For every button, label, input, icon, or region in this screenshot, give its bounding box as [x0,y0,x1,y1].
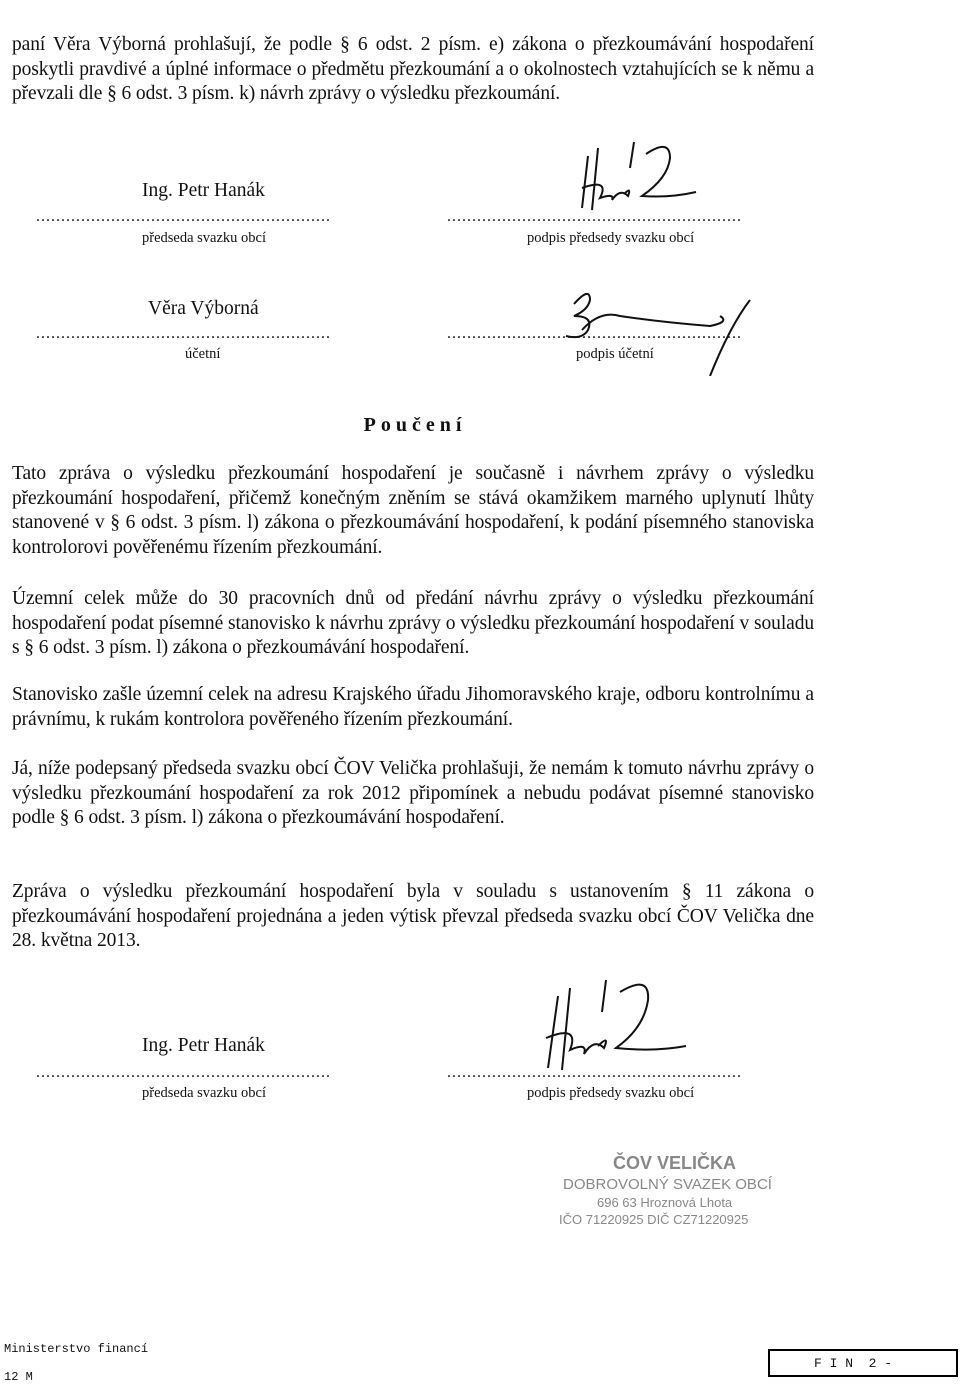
intro-paragraph: paní Věra Výborná prohlašují, že podle § 6 odst. 2 písm. e) zákona o přezkoumávání hospodaření poskytli pravdivé a úplné informace o předmětu přezkoumání a o okolnostech vztahujících se k němu a převzali dle § 6 odst. 3 písm. k) návrh zprávy o výsledku přezkoumání. [12,34,814,104]
stamp-line-ids: IČO 71220925 DIČ CZ71220925 [559,1212,749,1227]
dotted-line: ........................................................... [447,1064,742,1081]
chairman-signature-final [536,976,696,1076]
stamp-line-name: ČOV VELIČKA [613,1153,737,1173]
accountant-signature [560,286,770,376]
accountant-signature-caption: podpis účetní [576,346,654,362]
paragraph-handover: Zpráva o výsledku přezkoumání hospodaření byla v souladu s ustanovením § 11 zákona o přezkoumávání hospodaření projednána a jeden výtisk převzal předseda svazku obcí ČOV Velička dne 28. května 2013. [12,881,814,951]
footer-code: 12 M [4,1370,33,1384]
chairman-signature-caption-final: podpis předsedy svazku obcí [527,1085,695,1101]
chairman-name: Ing. Petr Hanák [142,180,265,201]
dotted-line: ........................................................... [36,1064,331,1081]
paragraph-deadline: Územní celek může do 30 pracovních dnů od předání návrhu zprávy o výsledku přezkoumání hospodaření podat písemné stanovisko k návrhu zprávy o výsledku přezkoumání hospodaření v souladu s § 6 odst. 3 písm. l) zákona o přezkoumávání hospodaření. [12,588,814,658]
chairman-signature [570,138,710,218]
chairman-role-final: předseda svazku obcí [142,1085,267,1101]
chairman-role: předseda svazku obcí [142,230,267,246]
paragraph-declaration: Já, níže podepsaný předseda svazku obcí ČOV Velička prohlašuji, že nemám k tomuto návrhu zprávy o výsledku přezkoumání hospodaření za rok 2012 připomínek a nebudu podávat písemné stanovisko podle § 6 odst. 3 písm. l) zákona o přezkoumávání hospodaření. [12,758,814,828]
accountant-name: Věra Výborná [148,298,259,319]
footer-ministry: Ministerstvo financí [4,1342,149,1356]
section-title: Poučení [363,414,467,436]
dotted-line: ........................................................... [36,325,331,342]
dotted-line: ........................................................... [36,208,331,225]
accountant-role: účetní [185,346,221,362]
dotted-line: ........................................................... [447,208,742,225]
paragraph-address: Stanovisko zašle územní celek na adresu Krajského úřadu Jihomoravského kraje, odboru kontrolnímu a právnímu, k rukám kontrolora pověřeného řízením přezkoumání. [12,684,814,730]
chairman-name-final: Ing. Petr Hanák [142,1035,265,1056]
stamp-line-address: 696 63 Hroznová Lhota [597,1195,733,1210]
footer-form-box [768,1349,958,1377]
chairman-signature-caption: podpis předsedy svazku obcí [527,230,695,246]
stamp-line-type: DOBROVOLNÝ SVAZEK OBCÍ [563,1176,772,1193]
organization-stamp [555,1153,805,1227]
paragraph-notice: Tato zpráva o výsledku přezkoumání hospodaření je současně i návrhem zprávy o výsledku přezkoumání hospodaření, přičemž konečným zněním se stává okamžikem marného uplynutí lhůty stanovené v § 6 odst. 3 písm. l) zákona o přezkoumávání hospodaření, k podání písemného stanoviska kontrolorovi pověřenému řízením přezkoumání. [12,463,814,558]
dotted-line: ........................................................... [447,325,742,342]
footer-form-code: F I N 2 - [814,1356,893,1371]
